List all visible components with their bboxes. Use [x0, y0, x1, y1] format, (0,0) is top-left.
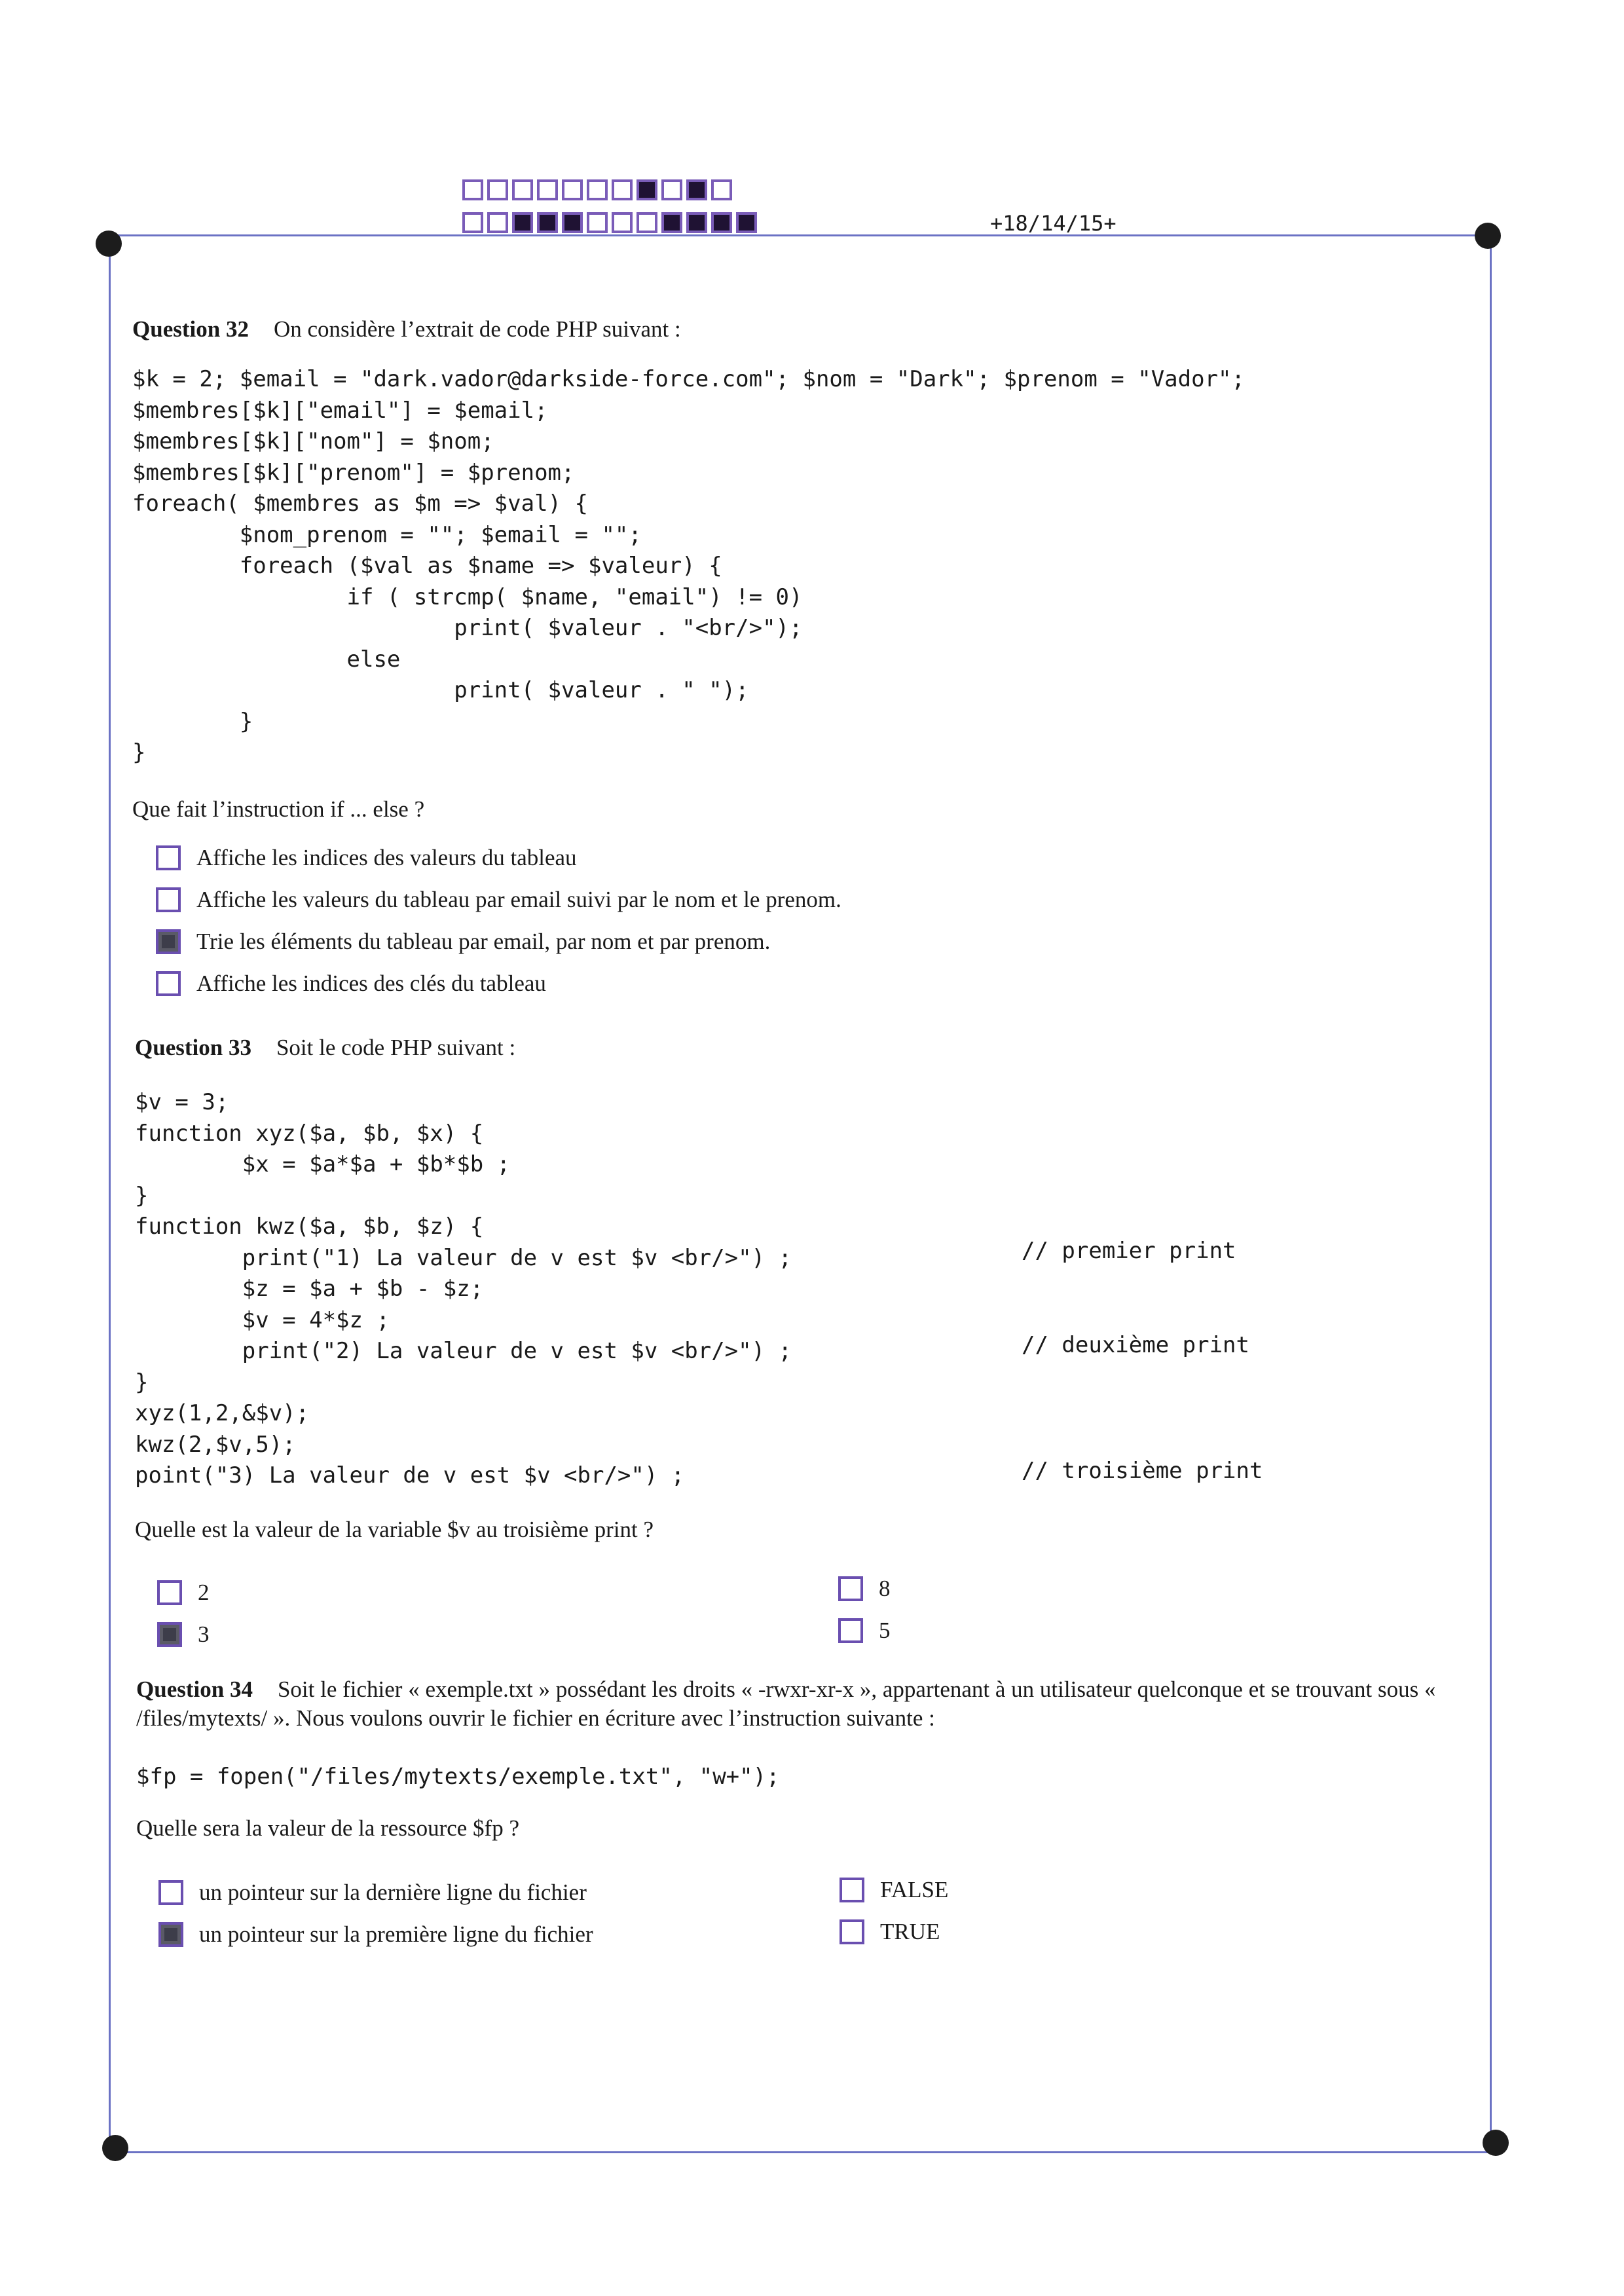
question-33-code: $v = 3; function xyz($a, $b, $x) { $x = $a*$a + $b*$b ; } function kwz($a, $b, $z) { print("1) La valeur de v est $v <br/>") ; $z = $a + $b - $z; $v = 4*$z ; print("2) La valeur de v est $v <br/>") ; } xyz(1,2,&$v); kwz(2,$v,5); point("3) La valeur de v est $v <br/>") ; — [135, 1089, 792, 1489]
id-grid-bottom-cell — [562, 212, 583, 233]
q33-option-2-checkbox[interactable] — [157, 1622, 182, 1647]
id-grid-bottom-cell — [612, 212, 633, 233]
q32-option-3[interactable] — [156, 929, 770, 955]
q32-option-2-checkbox[interactable] — [156, 887, 181, 912]
q32-option-4-checkbox[interactable] — [156, 971, 181, 996]
q33-option-1-label: 2 — [198, 1580, 210, 1605]
question-32-label: Question 32 — [132, 316, 249, 342]
id-grid-top-cell — [512, 179, 533, 200]
question-34-code: $fp = fopen("/files/mytexts/exemple.txt", "w+"); — [136, 1764, 780, 1790]
q32-option-4[interactable] — [156, 971, 546, 997]
q33-option-4-checkbox[interactable] — [838, 1618, 863, 1643]
q32-option-2[interactable] — [156, 887, 841, 913]
corner-mark-top-left — [96, 231, 122, 257]
q34-option-4[interactable] — [840, 1919, 940, 1945]
question-34-intro: Soit le fichier « exemple.txt » possédant les droits « -rwxr-xr-x », appartenant à un utilisateur quelconque et se trouvant sous « /files/mytexts/ ». Nous voulons ouvrir le fichier en écriture avec l’instruction suivante : — [136, 1676, 1436, 1731]
q34-option-3-checkbox[interactable] — [840, 1878, 864, 1902]
id-grid-bottom-cell — [462, 212, 483, 233]
id-grid-bottom-cell — [537, 212, 558, 233]
q32-option-2-label: Affiche les valeurs du tableau par email suivi par le nom et le prenom. — [196, 887, 841, 912]
page-code: +18/14/15+ — [990, 211, 1116, 236]
id-grid-bottom — [462, 212, 761, 233]
question-32-code: $k = 2; $email = "dark.vador@darkside-force.com"; $nom = "Dark"; $prenom = "Vador"; $membres[$k]["email"] = $email; $membres[$k]["nom"] = $nom; $membres[$k]["prenom"] = $prenom; foreach( $membres as $m => $val) { $nom_prenom = ""; $email = ""; foreach ($val as $name => $valeur) { if ( strcmp( $name, "email") != 0) print( $valeur . "<br/>"); else print( $valeur . " "); } } — [132, 366, 1245, 766]
comment-second-print: // deuxième print — [1022, 1332, 1249, 1358]
comment-third-print: // troisième print — [1022, 1458, 1263, 1484]
id-grid-top-cell — [612, 179, 633, 200]
question-33-header — [135, 1033, 515, 1062]
corner-mark-bottom-right — [1483, 2130, 1509, 2156]
id-grid-bottom-cell — [711, 212, 732, 233]
question-32-header — [132, 315, 681, 344]
question-34-label: Question 34 — [136, 1676, 253, 1702]
id-grid-top-cell — [462, 179, 483, 200]
question-33-intro: Soit le code PHP suivant : — [276, 1035, 516, 1060]
q33-option-2-label: 3 — [198, 1621, 210, 1647]
q34-option-1-checkbox[interactable] — [158, 1880, 183, 1905]
id-grid-bottom-cell — [661, 212, 682, 233]
q33-option-4[interactable] — [838, 1618, 891, 1644]
q34-option-3[interactable] — [840, 1877, 948, 1903]
question-32-intro: On considère l’extrait de code PHP suivant : — [273, 316, 681, 342]
q34-option-4-checkbox[interactable] — [840, 1919, 864, 1944]
id-grid-bottom-cell — [487, 212, 508, 233]
question-33-label: Question 33 — [135, 1035, 251, 1060]
q32-option-3-label: Trie les éléments du tableau par email, par nom et par prenom. — [196, 929, 771, 954]
q32-option-3-checkbox[interactable] — [156, 929, 181, 954]
q33-option-3[interactable] — [838, 1576, 891, 1602]
question-33-prompt: Quelle est la valeur de la variable $v au troisième print ? — [135, 1517, 654, 1542]
id-grid-top-cell — [711, 179, 732, 200]
id-grid-top-cell — [562, 179, 583, 200]
corner-mark-top-right — [1475, 223, 1501, 249]
id-grid-top-cell — [587, 179, 608, 200]
q33-option-3-label: 8 — [879, 1576, 891, 1601]
question-34-prompt: Quelle sera la valeur de la ressource $fp ? — [136, 1815, 519, 1841]
id-grid-top-cell — [487, 179, 508, 200]
id-grid-top-cell — [686, 179, 707, 200]
id-grid-top — [462, 179, 736, 200]
id-grid-top-cell — [661, 179, 682, 200]
question-34-header — [136, 1675, 1479, 1733]
q34-option-4-label: TRUE — [880, 1919, 940, 1944]
q32-option-1-label: Affiche les indices des valeurs du tableau — [196, 845, 577, 870]
q34-option-1[interactable] — [158, 1879, 587, 1906]
q34-option-2-label: un pointeur sur la première ligne du fichier — [199, 1921, 593, 1947]
q34-option-2[interactable] — [158, 1921, 593, 1948]
q34-option-3-label: FALSE — [880, 1877, 949, 1902]
id-grid-bottom-cell — [686, 212, 707, 233]
comment-first-print: // premier print — [1022, 1238, 1236, 1264]
id-grid-bottom-cell — [637, 212, 657, 233]
corner-mark-bottom-left — [102, 2135, 128, 2161]
q34-option-2-checkbox[interactable] — [158, 1922, 183, 1947]
q33-option-3-checkbox[interactable] — [838, 1576, 863, 1601]
q33-option-1[interactable] — [157, 1580, 210, 1606]
q33-option-1-checkbox[interactable] — [157, 1580, 182, 1605]
q32-option-1[interactable] — [156, 845, 577, 871]
q33-option-4-label: 5 — [879, 1618, 891, 1643]
id-grid-bottom-cell — [587, 212, 608, 233]
id-grid-top-cell — [637, 179, 657, 200]
q32-option-1-checkbox[interactable] — [156, 845, 181, 870]
q34-option-1-label: un pointeur sur la dernière ligne du fichier — [199, 1879, 587, 1905]
question-32-prompt: Que fait l’instruction if ... else ? — [132, 796, 425, 822]
id-grid-bottom-cell — [736, 212, 757, 233]
q32-option-4-label: Affiche les indices des clés du tableau — [196, 971, 546, 996]
id-grid-top-cell — [537, 179, 558, 200]
q33-option-2[interactable] — [157, 1621, 210, 1648]
id-grid-bottom-cell — [512, 212, 533, 233]
